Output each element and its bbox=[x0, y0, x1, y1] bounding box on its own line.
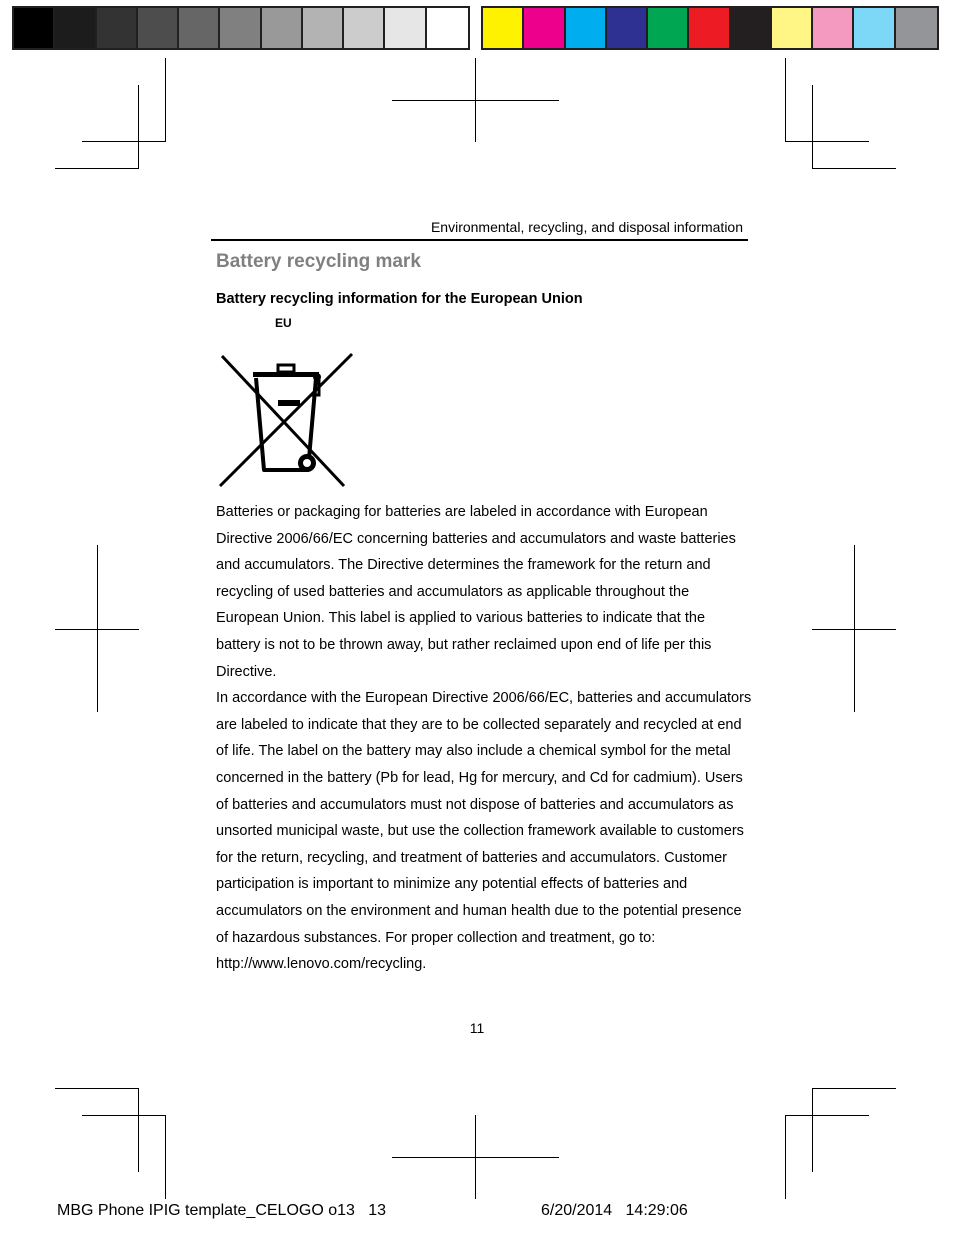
section-title: Battery recycling mark bbox=[216, 251, 421, 272]
grayscale-swatch-4 bbox=[138, 8, 179, 48]
process-color-swatch-5 bbox=[648, 8, 689, 48]
process-color-swatch-11 bbox=[896, 8, 937, 48]
grayscale-swatch-7 bbox=[262, 8, 303, 48]
slug-timestamp: 6/20/2014 14:29:06 bbox=[541, 1202, 688, 1219]
grayscale-swatch-8 bbox=[303, 8, 344, 48]
header-rule bbox=[211, 239, 748, 241]
process-color-swatch-2 bbox=[524, 8, 565, 48]
subsection-title: Battery recycling information for the European Union bbox=[216, 291, 583, 307]
crossed-out-wheelie-bin-icon bbox=[216, 350, 356, 490]
process-color-swatch-1 bbox=[483, 8, 524, 48]
process-color-swatch-8 bbox=[772, 8, 813, 48]
eu-label: EU bbox=[275, 316, 292, 330]
process-color-swatch-10 bbox=[854, 8, 895, 48]
process-color-swatch-7 bbox=[731, 8, 772, 48]
grayscale-swatch-5 bbox=[179, 8, 220, 48]
grayscale-swatch-2 bbox=[55, 8, 96, 48]
grayscale-swatch-11 bbox=[427, 8, 468, 48]
grayscale-swatch-1 bbox=[14, 8, 55, 48]
grayscale-swatch-10 bbox=[385, 8, 426, 48]
grayscale-swatch-3 bbox=[97, 8, 138, 48]
process-color-swatch-6 bbox=[689, 8, 730, 48]
grayscale-swatch-9 bbox=[344, 8, 385, 48]
body-paragraph-2: In accordance with the European Directive 2006/66/EC, batteries and accumulators are labeled to indicate that they are to be collected separately and recycled at end of life. The label on the battery may also include a chemical symbol for the metal concerned in the battery (Pb for lead, Hg for mercury, and Cd for cadmium). Users of batteries and accumulators must not dispose of batteries and accumulators as unsorted municipal waste, but use the collection framework available to customers for the return, recycling, and treatment of batteries and accumulators. Customer participation is important to minimize any potential effects of batteries and accumulators on the environment and human health due to the potential presence of hazardous substances. For proper collection and treatment, go to: http://www.lenovo.com/recycling. bbox=[216, 690, 752, 973]
body-text bbox=[216, 499, 752, 978]
page-number: 11 bbox=[469, 1020, 485, 1036]
process-color-swatch-3 bbox=[566, 8, 607, 48]
running-header: Environmental, recycling, and disposal information bbox=[430, 219, 743, 235]
process-color-bar bbox=[481, 6, 939, 50]
grayscale-color-bar bbox=[12, 6, 470, 50]
body-paragraph-1: Batteries or packaging for batteries are labeled in accordance with European Directive 2006/66/EC concerning batteries and accumulators and waste batteries and accumulators. The Directive determines the framework for the return and recycling of used batteries and accumulators as applicable throughout the European Union. This label is applied to various batteries to indicate that the battery is not to be thrown away, but rather reclaimed upon end of life per this Directive. bbox=[216, 504, 736, 680]
grayscale-swatch-6 bbox=[220, 8, 261, 48]
process-color-swatch-9 bbox=[813, 8, 854, 48]
slug-file-info: MBG Phone IPIG template_CELOGO o13 13 bbox=[57, 1202, 387, 1219]
process-color-swatch-4 bbox=[607, 8, 648, 48]
